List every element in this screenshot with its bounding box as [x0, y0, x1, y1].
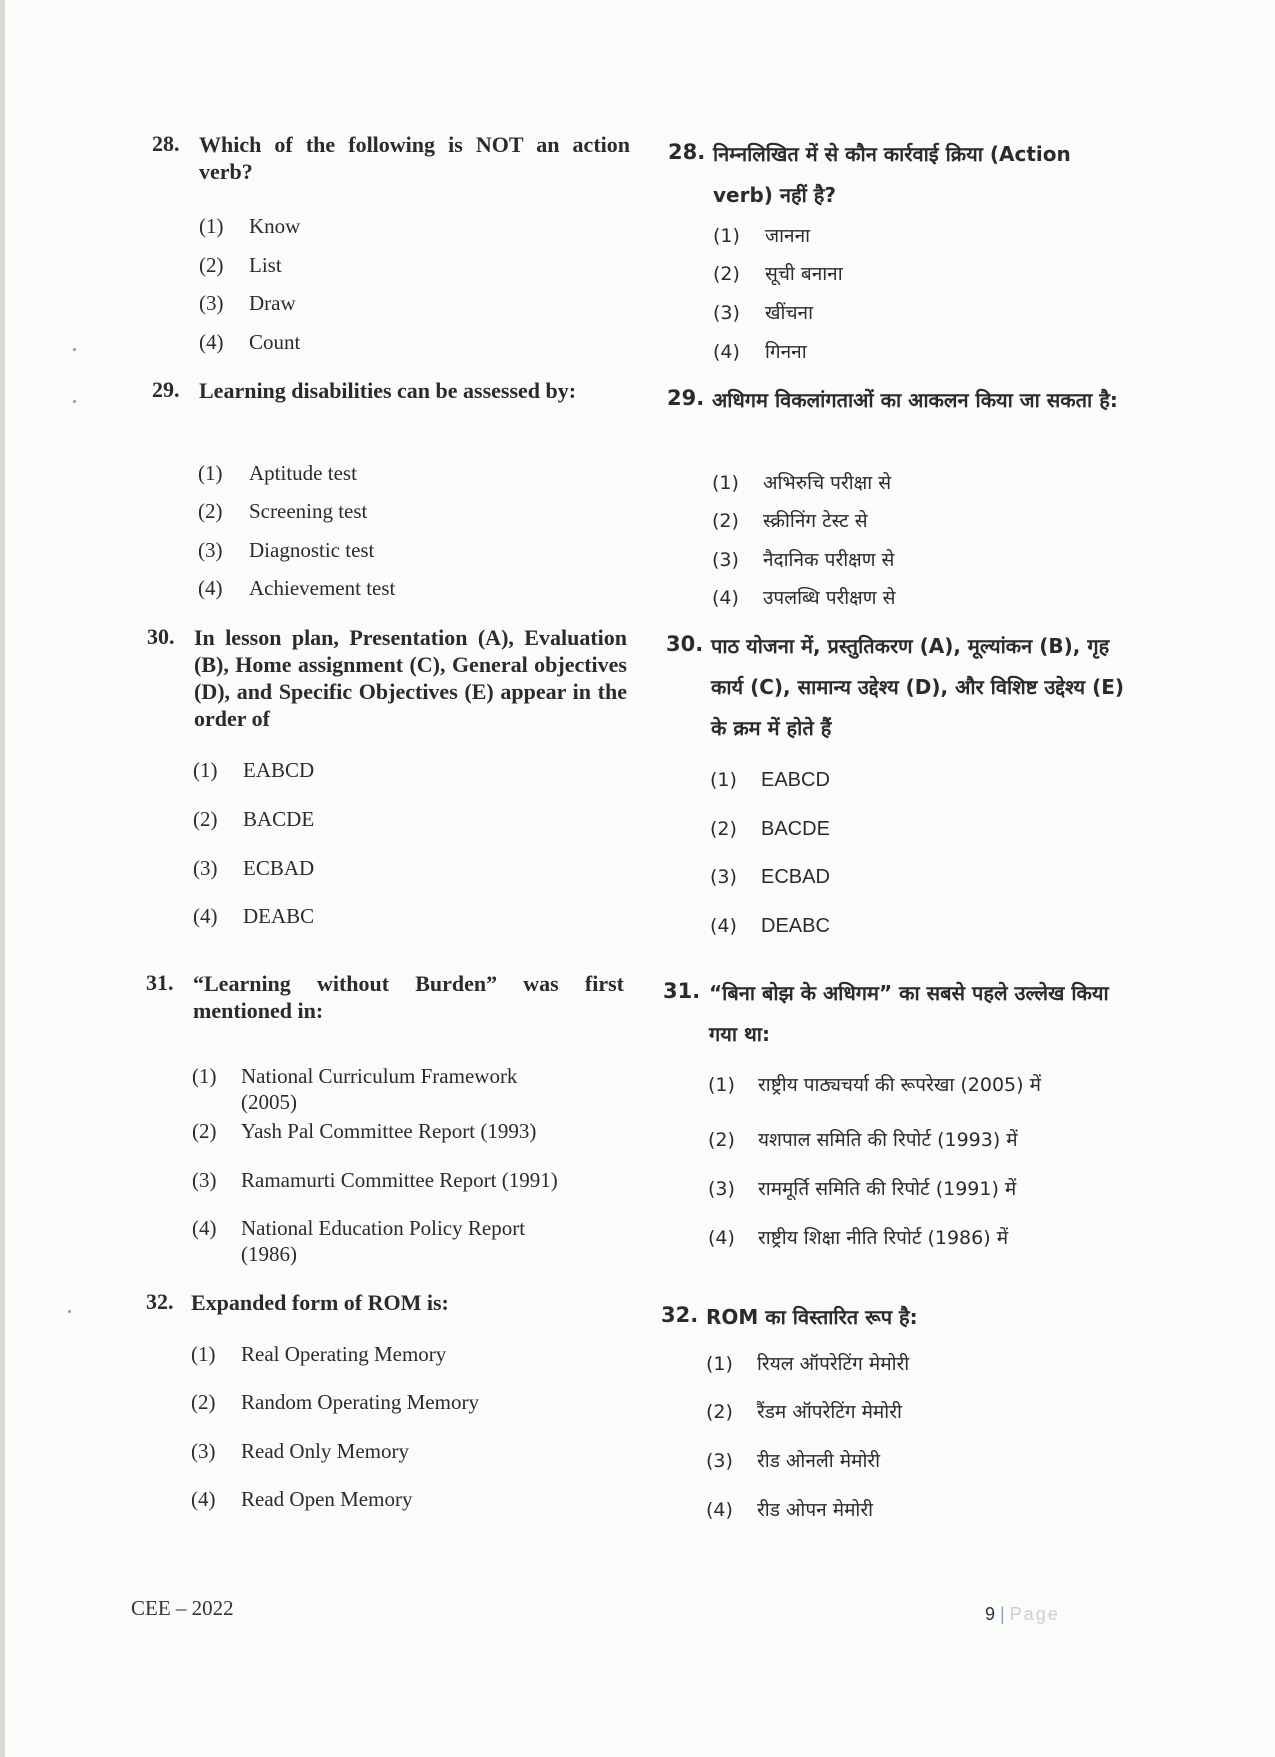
question-text: Which of the following is NOT an action verb? — [199, 132, 630, 184]
scan-speck — [68, 1310, 71, 1313]
question-number: 31. — [146, 970, 174, 995]
scan-speck — [73, 400, 76, 403]
question-text: अधिगम विकलांगताओं का आकलन किया जा सकता है: — [712, 388, 1118, 412]
question-text: Learning disabilities can be assessed by: — [199, 378, 577, 403]
question-number: 30. — [666, 632, 704, 656]
page-separator: | — [1000, 1604, 1005, 1624]
question-number: 28. — [668, 140, 706, 164]
page-number-value: 9 — [985, 1604, 996, 1624]
question-number: 32. — [146, 1289, 174, 1314]
question-number: 30. — [147, 624, 175, 649]
question-number: 31. — [663, 979, 701, 1003]
question-number: 29. — [152, 377, 180, 402]
question-number: 28. — [152, 131, 180, 156]
page-number — [985, 1604, 1060, 1625]
question-text: पाठ योजना में, प्रस्तुतिकरण (A), मूल्यांकन (B), गृह कार्य (C), सामान्य उद्देश्य (D), और विशिष्ट उद्देश्य (E) के क्रम में होते हैं — [711, 634, 1125, 740]
question-text: ROM का विस्तारित रूप है: — [706, 1305, 918, 1329]
scan-speck — [73, 348, 76, 351]
question-text: In lesson plan, Presentation (A), Evaluation (B), Home assignment (C), General objectives (D), and Specific Objectives (E) appear in the order of — [194, 625, 627, 731]
exam-code: CEE – 2022 — [131, 1596, 234, 1620]
question-text: “बिना बोझ के अधिगम” का सबसे पहले उल्लेख किया गया था: — [709, 981, 1109, 1046]
exam-page: 28. Which of the following is NOT an action verb? (1) Know (2) List (3) Draw (4) Count 29. Learning disabilities can be assessed by: (1) Aptitude test (2) Screening test (3) Diagnostic test (4) Achievement test 30. In lesson plan, Presentation (A), Evaluation (B), Home assignment (C), General objectives (D), and Specific Objectives (E) appear in the order of (1) EABCD (2) BACDE (3) ECBAD (4) DEABC 31. “Learning without Burden” was first mentioned in: (1) National Curriculum Framework (2005) (2) Yash Pal Committee Report (1993) (3) Ramamurti Committee Report (1991) (4) National Education Policy Report (1986) 32. Expanded form of ROM is: (1) Real Operating Memory (2) Random Operating Memory (3) Read Only Memory (4) Read Open Memory 28. निम्नलिखित में से कौन कार्रवाई क्रिया (Action verb) नहीं है? (1) जानना (2) सूची बनाना (3) खींचना (4) गिनना 29. अधिगम विकलांगताओं का आकलन किया जा सकता है: (1) अभिरुचि परीक्षा से (2) स्क्रीनिंग टेस्ट से (3) नैदानिक परीक्षण से (4) उपलब्धि परीक्षण से 30. पाठ योजना में, प्रस्तुतिकरण (A), मूल्यांकन (B), गृह कार्य (C), सामान्य उद्देश्य (D), और विशिष्ट उद्देश्य (E) के क्रम में होते हैं (1) EABCD (2) BACDE (3) ECBAD (4) DEABC 31. “बिना बोझ के अधिगम” का सबसे पहले उल्लेख किया गया था: (1) राष्ट्रीय पाठ्यचर्या की रूपरेखा (2005) में (2) यशपाल समिति की रिपोर्ट (1993) में (3) राममूर्ति समिति की रिपोर्ट (1991) में (4) राष्ट्रीय शिक्षा नीति रिपोर्ट (1986) में 32. ROM का विस्तारित रूप है: (1) रियल ऑपरेटिंग मेमोरी (2) रैंडम ऑपरेटिंग मेमोरी (3) रीड ओनली मेमोरी (4) रीड ओपन मेमोरी CEE – 2022 9 | Page — [0, 0, 1275, 1757]
page-label: Page — [1009, 1604, 1060, 1624]
question-text: Expanded form of ROM is: — [191, 1290, 449, 1315]
scan-edge — [0, 0, 5, 1757]
question-text: “Learning without Burden” was first mentioned in: — [193, 971, 624, 1023]
question-text: निम्नलिखित में से कौन कार्रवाई क्रिया (Action verb) नहीं है? — [713, 142, 1071, 207]
question-number: 29. — [667, 386, 705, 410]
question-number: 32. — [661, 1303, 699, 1327]
